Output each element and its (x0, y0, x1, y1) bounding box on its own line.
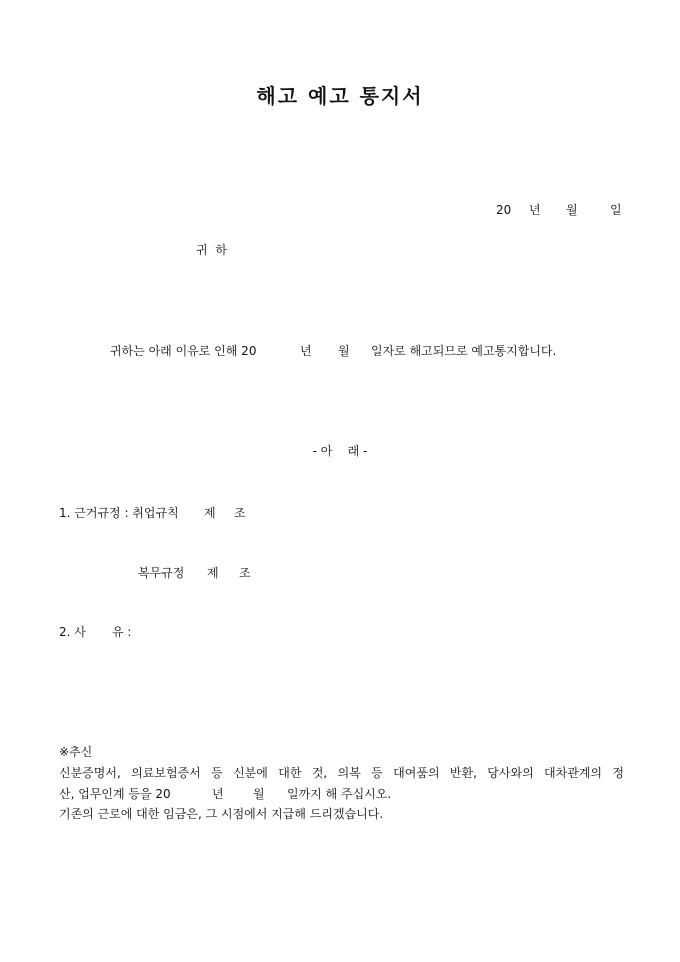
item-1-sub-label: 복무규정 (138, 566, 185, 580)
postscript-line-2-start: 산, 업무인계 등을 20 (59, 787, 171, 801)
document-title: 해고 예고 통지서 (256, 84, 424, 108)
date-month-label: 월 (566, 203, 578, 217)
notice-body-text-end: 일자로 해고되므로 예고통지합니다. (371, 344, 557, 358)
postscript-heading: ※추신 (59, 745, 93, 759)
item-1-sub-article: 제 (207, 566, 219, 580)
postscript-line-2-end: 일까지 해 주십시오. (287, 787, 392, 801)
section-divider-label: - 아 래 - (312, 444, 368, 458)
item-1-sub-clause: 조 (239, 566, 251, 580)
postscript-line-2-year: 년 (212, 787, 224, 801)
postscript-line-2-month: 월 (253, 787, 265, 801)
recipient-salutation: 귀 하 (196, 243, 229, 257)
item-1-article: 제 (204, 506, 216, 520)
notice-body-text-start: 귀하는 아래 이유로 인해 20 (110, 344, 257, 358)
date-day-label: 일 (610, 203, 622, 217)
notice-body-year: 년 (300, 344, 312, 358)
item-2-label-end: 유 : (112, 625, 132, 639)
date-year-label: 년 (529, 203, 541, 217)
postscript-line-3: 기존의 근로에 대한 임금은, 그 시점에서 지급해 드리겠습니다. (59, 807, 384, 821)
postscript-line-1: 신분증명서, 의료보험증서 등 신분에 대한 것, 의복 등 대여품의 반환, 당사와의 대차관계의 정 (59, 766, 624, 780)
date-year-prefix: 20 (496, 203, 512, 217)
item-1-clause: 조 (234, 506, 246, 520)
item-2-label: 2. 사 (59, 625, 86, 639)
item-1-label: 1. 근거규정 : 취업규칙 (59, 506, 179, 520)
notice-body-month: 월 (338, 344, 350, 358)
